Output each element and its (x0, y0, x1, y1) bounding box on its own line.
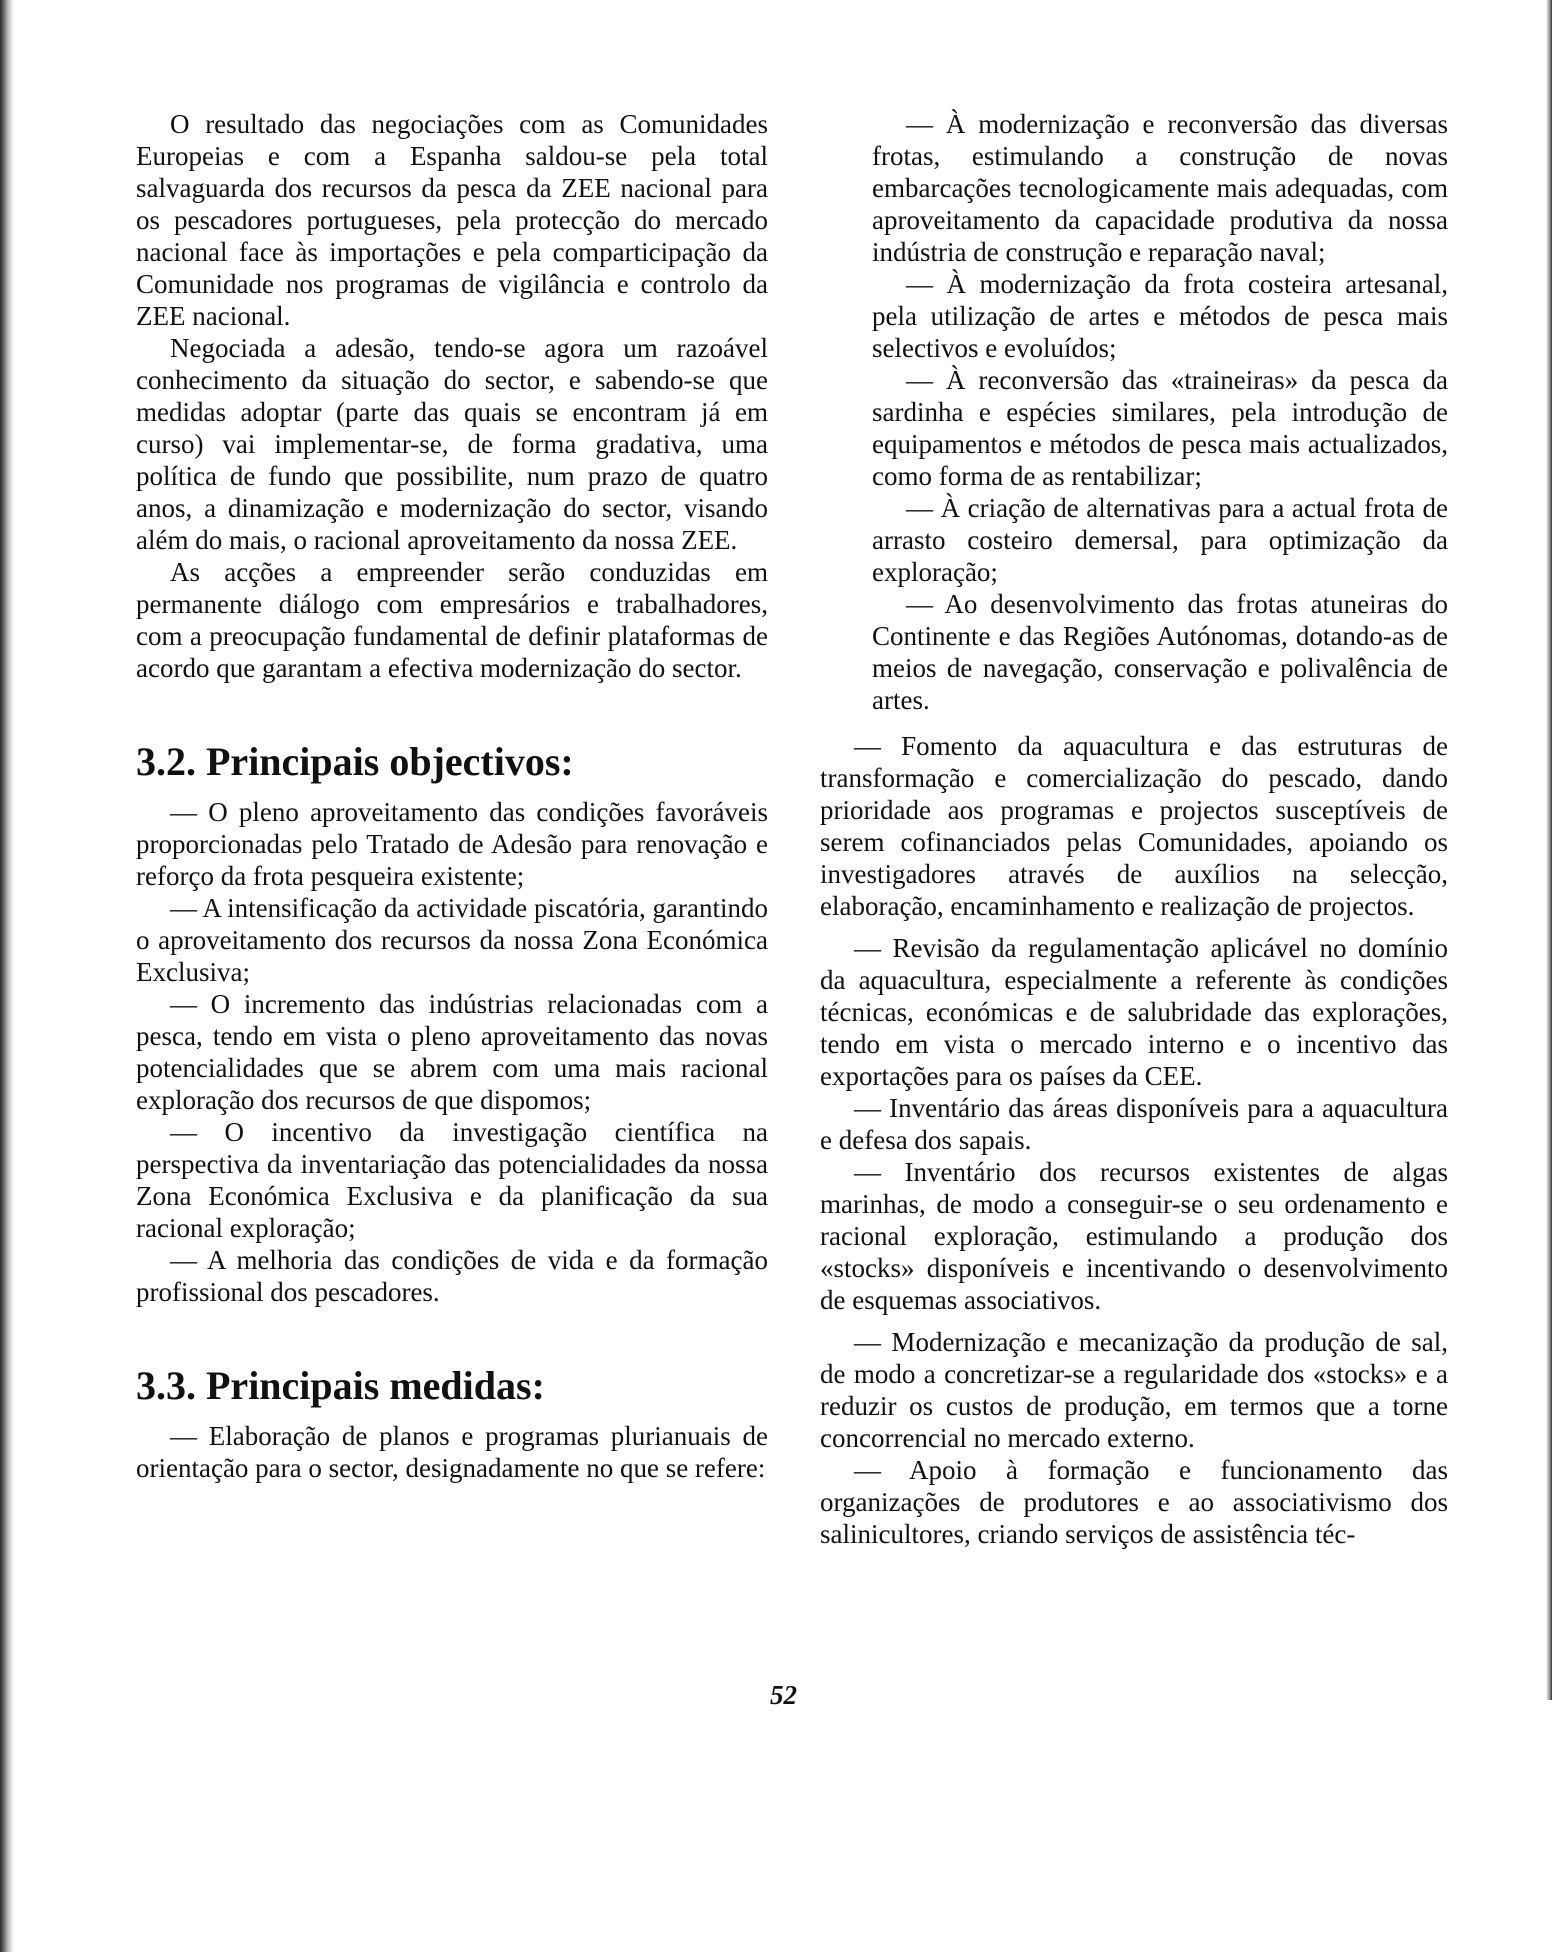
measures-intro: — Elaboração de planos e programas plurianuais de orientação para o sector, designadamente no que se refere: (136, 1421, 768, 1483)
measure-item: — Apoio à formação e funcionamento das organizações de produtores e ao associativismo dos salinicultores, criando serviços de assistência téc- (820, 1455, 1448, 1549)
sub-item: — À criação de alternativas para a actual frota de arrasto costeiro demersal, para optimização da exploração; (872, 493, 1448, 587)
objective-item: — O incremento das indústrias relacionadas com a pesca, tendo em vista o pleno aproveitamento das novas potencialidades que se abrem com uma mais racional exploração dos recursos de que dispomos; (136, 989, 768, 1115)
objective-item: — A melhoria das condições de vida e da formação profissional dos pescadores. (136, 1245, 768, 1307)
scan-binding-edge (0, 0, 14, 1952)
measure-item: — Revisão da regulamentação aplicável no domínio da aquacultura, especialmente a referente às condições técnicas, económicas e de salubridade das explorações, tendo em vista o mercado interno e o incentivo das exportações para os países da CEE. (820, 933, 1448, 1091)
sub-item: — À modernização e reconversão das diversas frotas, estimulando a construção de novas embarcações tecnologicamente mais adequadas, com aproveitamento da capacidade produtiva da nossa indústria de construção e reparação naval; (872, 109, 1448, 267)
section-3-2-heading: 3.2. Principais objectivos: (136, 739, 574, 784)
objective-item: — O pleno aproveitamento das condições favoráveis proporcionadas pelo Tratado de Adesão para renovação e reforço da frota pesqueira existente; (136, 797, 768, 891)
measure-item: — Modernização e mecanização da produção de sal, de modo a concretizar-se a regularidade dos «stocks» e a reduzir os custos de produção, em termos que a torne concorrencial no mercado externo. (820, 1327, 1448, 1453)
left-column (136, 108, 768, 1484)
sub-item: — À modernização da frota costeira artesanal, pela utilização de artes e métodos de pesca mais selectivos e evoluídos; (872, 269, 1448, 363)
sub-item: — Ao desenvolvimento das frotas atuneiras do Continente e das Regiões Autónomas, dotando-as de meios de navegação, conservação e polivalência de artes. (872, 589, 1448, 715)
intro-paragraph-3: As acções a empreender serão conduzidas em permanente diálogo com empresários e trabalhadores, com a preocupação fundamental de definir plataformas de acordo que garantam a efectiva modernização do sector. (136, 557, 768, 683)
sub-items-block (820, 108, 1448, 716)
right-column (820, 108, 1448, 1550)
measure-item: — Inventário dos recursos existentes de algas marinhas, de modo a conseguir-se o seu ordenamento e racional exploração, estimulando a produção dos «stocks» disponíveis e incentivando o desenvolvimento de esquemas associativos. (820, 1157, 1448, 1315)
measure-item: — Fomento da aquacultura e das estruturas de transformação e comercialização do pescado, dando prioridade aos programas e projectos susceptíveis de serem cofinanciados pelas Comunidades, apoiando os investigadores através de auxílios na selecção, elaboração, encaminhamento e realização de projectos. (820, 731, 1448, 921)
measure-item: — Inventário das áreas disponíveis para a aquacultura e defesa dos sapais. (820, 1093, 1448, 1155)
page-number: 52 (770, 1680, 797, 1710)
objective-item: — O incentivo da investigação científica na perspectiva da inventariação das potencialidades da nossa Zona Económica Exclusiva e da planificação da sua racional exploração; (136, 1117, 768, 1243)
sub-item: — À reconversão das «traineiras» da pesca da sardinha e espécies similares, pela introdução de equipamentos e métodos de pesca mais actualizados, como forma de as rentabilizar; (872, 365, 1448, 491)
intro-paragraph-1: O resultado das negociações com as Comunidades Europeias e com a Espanha saldou-se pela total salvaguarda dos recursos da pesca da ZEE nacional para os pescadores portugueses, pela protecção do mercado nacional face às importações e pela comparticipação da Comunidade nos programas de vigilância e controlo da ZEE nacional. (136, 109, 768, 331)
section-3-3-heading: 3.3. Principais medidas: (136, 1363, 545, 1408)
intro-paragraph-2: Negociada a adesão, tendo-se agora um razoável conhecimento da situação do sector, e sabendo-se que medidas adoptar (parte das quais se encontram já em curso) vai implementar-se, de forma gradativa, uma política de fundo que possibilite, num prazo de quatro anos, a dinamização e modernização do sector, visando além do mais, o racional aproveitamento da nossa ZEE. (136, 333, 768, 555)
objective-item: — A intensificação da actividade piscatória, garantindo o aproveitamento dos recursos da nossa Zona Económica Exclusiva; (136, 893, 768, 987)
scan-right-edge (1546, 0, 1552, 1700)
